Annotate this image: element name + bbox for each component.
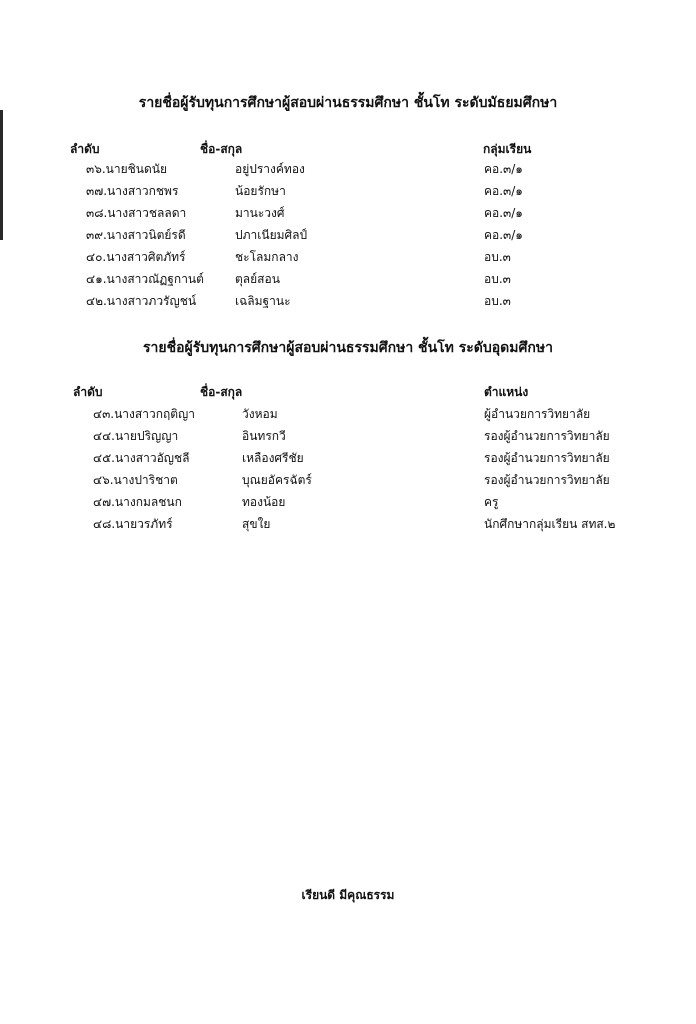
student-last-name: ปภาเนียมศิลป์ — [235, 228, 308, 242]
table-row — [0, 448, 696, 468]
student-first-name: ๔๑.นางสาวณัฏฐกานต์ — [86, 272, 204, 286]
student-group: คอ.๓/๑ — [484, 184, 523, 198]
table-row — [0, 492, 696, 512]
section2-title: รายชื่อผู้รับทุนการศึกษาผู้สอบผ่านธรรมศึกษา ชั้นโท ระดับอุดมศึกษา — [143, 340, 553, 356]
table-row — [0, 404, 696, 424]
section1-title: รายชื่อผู้รับทุนการศึกษาผู้สอบผ่านธรรมศึกษา ชั้นโท ระดับมัธยมศึกษา — [138, 95, 558, 111]
student-first-name: ๔๐.นางสาวศิตภัทร์ — [86, 250, 186, 264]
table-row — [0, 247, 696, 267]
student-group: คอ.๓/๑ — [484, 228, 523, 242]
section1-header-order: ลำดับ — [70, 142, 100, 156]
section2-header-position: ตำแหน่ง — [484, 385, 529, 399]
staff-first-name: ๔๖.นางปาริชาต — [93, 473, 178, 487]
table-row — [0, 514, 696, 534]
staff-position: รองผู้อำนวยการวิทยาลัย — [484, 451, 610, 465]
staff-last-name: ทองน้อย — [242, 495, 286, 509]
student-group: อบ.๓ — [484, 272, 511, 286]
section2-header-order: ลำดับ — [73, 385, 103, 399]
table-row — [0, 225, 696, 245]
student-first-name: ๓๙.นางสาวนิตย์รดี — [86, 228, 186, 242]
section1-header-name: ชื่อ-สกุล — [200, 142, 243, 156]
staff-position: รองผู้อำนวยการวิทยาลัย — [484, 429, 610, 443]
student-last-name: น้อยรักษา — [235, 184, 286, 198]
student-group: อบ.๓ — [484, 294, 511, 308]
staff-position: ครู — [484, 495, 499, 509]
student-last-name: มานะวงศ์ — [235, 206, 285, 220]
footer-motto: เรียนดี มีคุณธรรม — [301, 888, 395, 902]
student-last-name: เฉลิมฐานะ — [235, 294, 291, 308]
student-group: คอ.๓/๑ — [484, 206, 523, 220]
student-first-name: ๔๒.นางสาวภวรัญชน์ — [86, 294, 197, 308]
staff-position: รองผู้อำนวยการวิทยาลัย — [484, 473, 610, 487]
staff-first-name: ๔๔.นายปริญญา — [93, 429, 179, 443]
staff-last-name: อินทรกวี — [242, 429, 286, 443]
staff-first-name: ๔๗.นางกมลชนก — [93, 495, 182, 509]
student-first-name: ๓๗.นางสาวกชพร — [86, 184, 179, 198]
student-group: คอ.๓/๑ — [484, 162, 523, 176]
staff-last-name: บุณยอัครฉัตร์ — [242, 473, 312, 487]
staff-last-name: สุขใย — [242, 517, 271, 531]
staff-first-name: ๔๘.นายวรภัทร์ — [93, 517, 173, 531]
staff-first-name: ๔๓.นางสาวกฤติญา — [93, 407, 195, 421]
student-first-name: ๓๖.นายชินดนัย — [86, 162, 167, 176]
section2-header-name: ชื่อ-สกุล — [200, 385, 243, 399]
table-row — [0, 470, 696, 490]
student-group: อบ.๓ — [484, 250, 511, 264]
staff-position: นักศึกษากลุ่มเรียน สทส.๒ — [484, 517, 616, 531]
student-first-name: ๓๘.นางสาวชลลดา — [86, 206, 187, 220]
staff-position: ผู้อำนวยการวิทยาลัย — [484, 407, 591, 421]
table-row — [0, 291, 696, 311]
table-row — [0, 426, 696, 446]
staff-last-name: เหลืองศรีชัย — [242, 451, 304, 465]
section1-header-group: กลุ่มเรียน — [483, 142, 532, 156]
table-row — [0, 159, 696, 179]
student-last-name: ชะโลมกลาง — [235, 250, 299, 264]
table-row — [0, 269, 696, 289]
student-last-name: ตุลย์สอน — [235, 272, 280, 286]
student-last-name: อยู่ปรางค์ทอง — [235, 162, 305, 176]
staff-last-name: วังหอม — [242, 407, 278, 421]
staff-first-name: ๔๕.นางสาวอัญชลี — [93, 451, 190, 465]
table-row — [0, 181, 696, 201]
table-row — [0, 203, 696, 223]
